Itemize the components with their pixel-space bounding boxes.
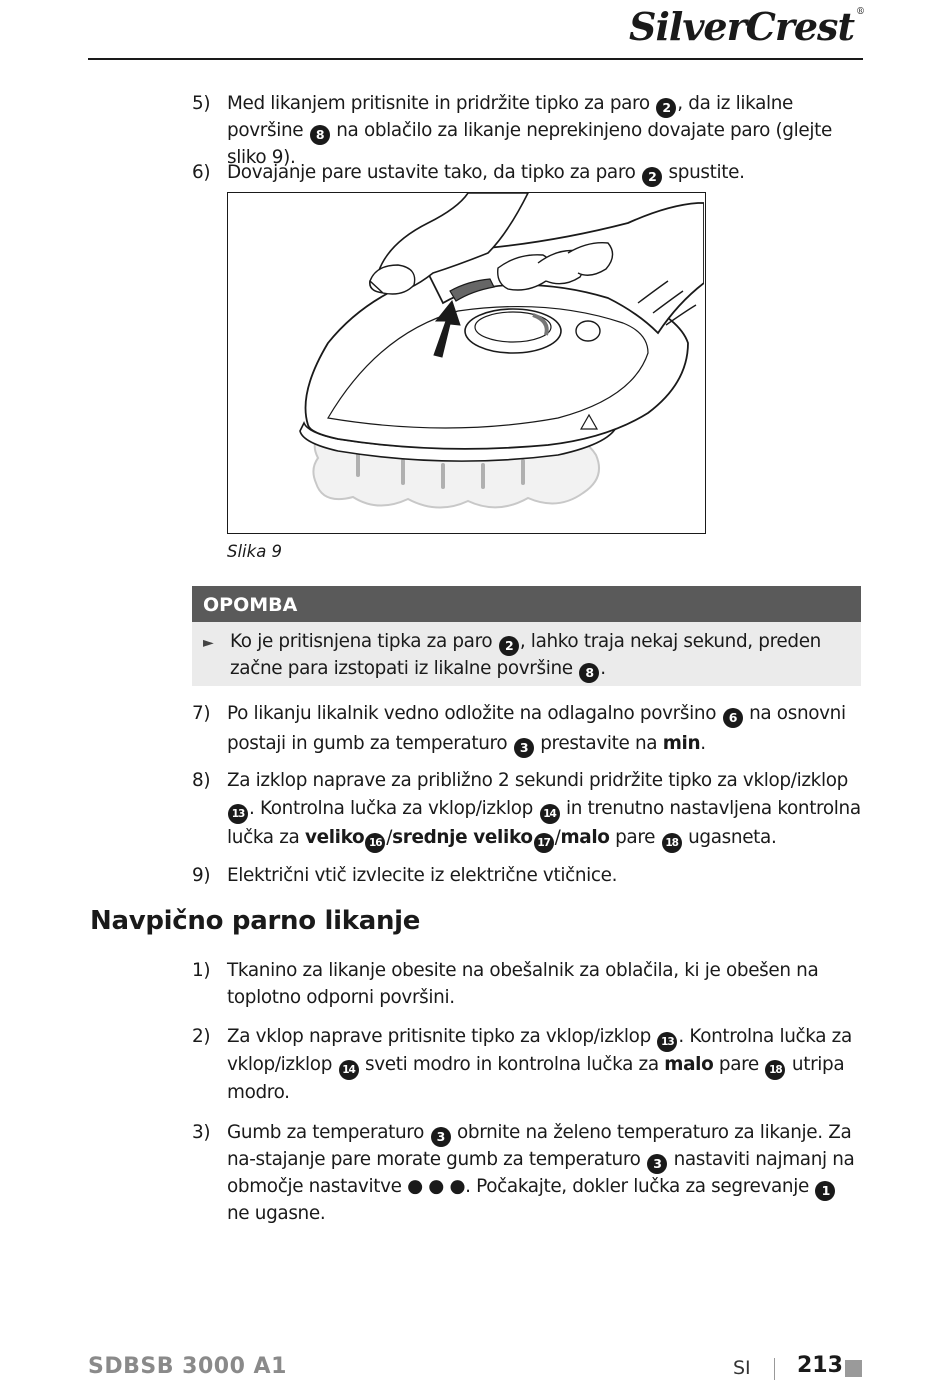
page-number: 213 [797, 1353, 843, 1378]
note-body: ► Ko je pritisnjena tipka za paro 2 , lahko traja nekaj sekund, preden začne para izstopati iz likalne površine 8 . [192, 622, 861, 686]
ref-circle: 14 [540, 804, 560, 824]
ref-circle: 8 [579, 663, 599, 683]
step-b2: 2) Za vklop naprave pritisnite tipko za vklop/izklop 13 . Kontrolna lučka za vklop/izklop 14 sveti modro in kontrolna lučka za malo pare 18 utripa modro. [192, 1026, 852, 1103]
ref-circle: 13 [228, 804, 248, 824]
ref-circle: 16 [365, 833, 385, 853]
footer-square-icon [845, 1360, 862, 1377]
step-b1: 1) Tkanino za likanje obesite na obešalnik za oblačila, ki je obešen na toplotno odporni površini. [192, 960, 819, 1008]
step-6: 6) Dovajanje pare ustavite tako, da tipko za paro 2 spustite. [192, 160, 862, 187]
header-rule [88, 58, 863, 60]
brand-logo: SilverCrest ® [629, 4, 864, 49]
setting-dots: ● ● ● [407, 1176, 466, 1197]
footer-language: SI [733, 1357, 751, 1379]
figure-iron-illustration [227, 192, 706, 534]
ref-circle: 2 [642, 167, 662, 187]
ref-circle: 13 [657, 1032, 677, 1052]
ref-circle: 1 [815, 1181, 835, 1201]
iron-drawing [228, 193, 704, 532]
ref-circle: 14 [339, 1060, 359, 1080]
ref-circle: 3 [514, 738, 534, 758]
ref-circle: 6 [723, 708, 743, 728]
step-b3: 3) Gumb za temperaturo 3 obrnite na želeno temperaturo za likanje. Za na-stajanje pare morate gumb za temperaturo 3 nastaviti najmanj na območje nastavitve ● ● ●. Počakajte, dokler lučka za segrevanje 1 ne ugasne. [192, 1122, 855, 1224]
section-title: Navpično parno likanje [90, 906, 421, 936]
note-heading: OPOMBA [192, 586, 861, 622]
ref-circle: 17 [534, 833, 554, 853]
step-5: 5) Med likanjem pritisnite in pridržite tipko za paro 2 , da iz likalne površine 8 na oblačilo za likanje neprekinjeno dovajate paro (glejte sliko 9). [192, 93, 832, 168]
footer-model: SDBSB 3000 A1 [88, 1354, 287, 1379]
ref-circle: 18 [765, 1060, 785, 1080]
step-9: 9) Električni vtič izvlecite iz električne vtičnice. [192, 865, 618, 886]
bullet-triangle-icon: ► [203, 635, 214, 651]
figure-caption: Slika 9 [227, 542, 283, 561]
footer-separator [774, 1358, 775, 1380]
ref-circle: 2 [656, 98, 676, 118]
step-7: 7) Po likanju likalnik vedno odložite na odlagalno površino 6 na osnovni postaji in gumb za temperaturo 3 prestavite na min. [192, 699, 862, 758]
ref-circle: 3 [431, 1127, 451, 1147]
ref-circle: 3 [647, 1154, 667, 1174]
ref-circle: 8 [310, 125, 330, 145]
ref-circle: 18 [662, 833, 682, 853]
step-8: 8) Za izklop naprave za približno 2 sekundi pridržite tipko za vklop/izklop 13 . Kontrolna lučka za vklop/izklop 14 in trenutno nastavljena kontrolna lučka za veliko 16 /srednje veliko 17 /malo pare 18 ugasneta. [192, 767, 862, 853]
ref-circle: 2 [499, 636, 519, 656]
